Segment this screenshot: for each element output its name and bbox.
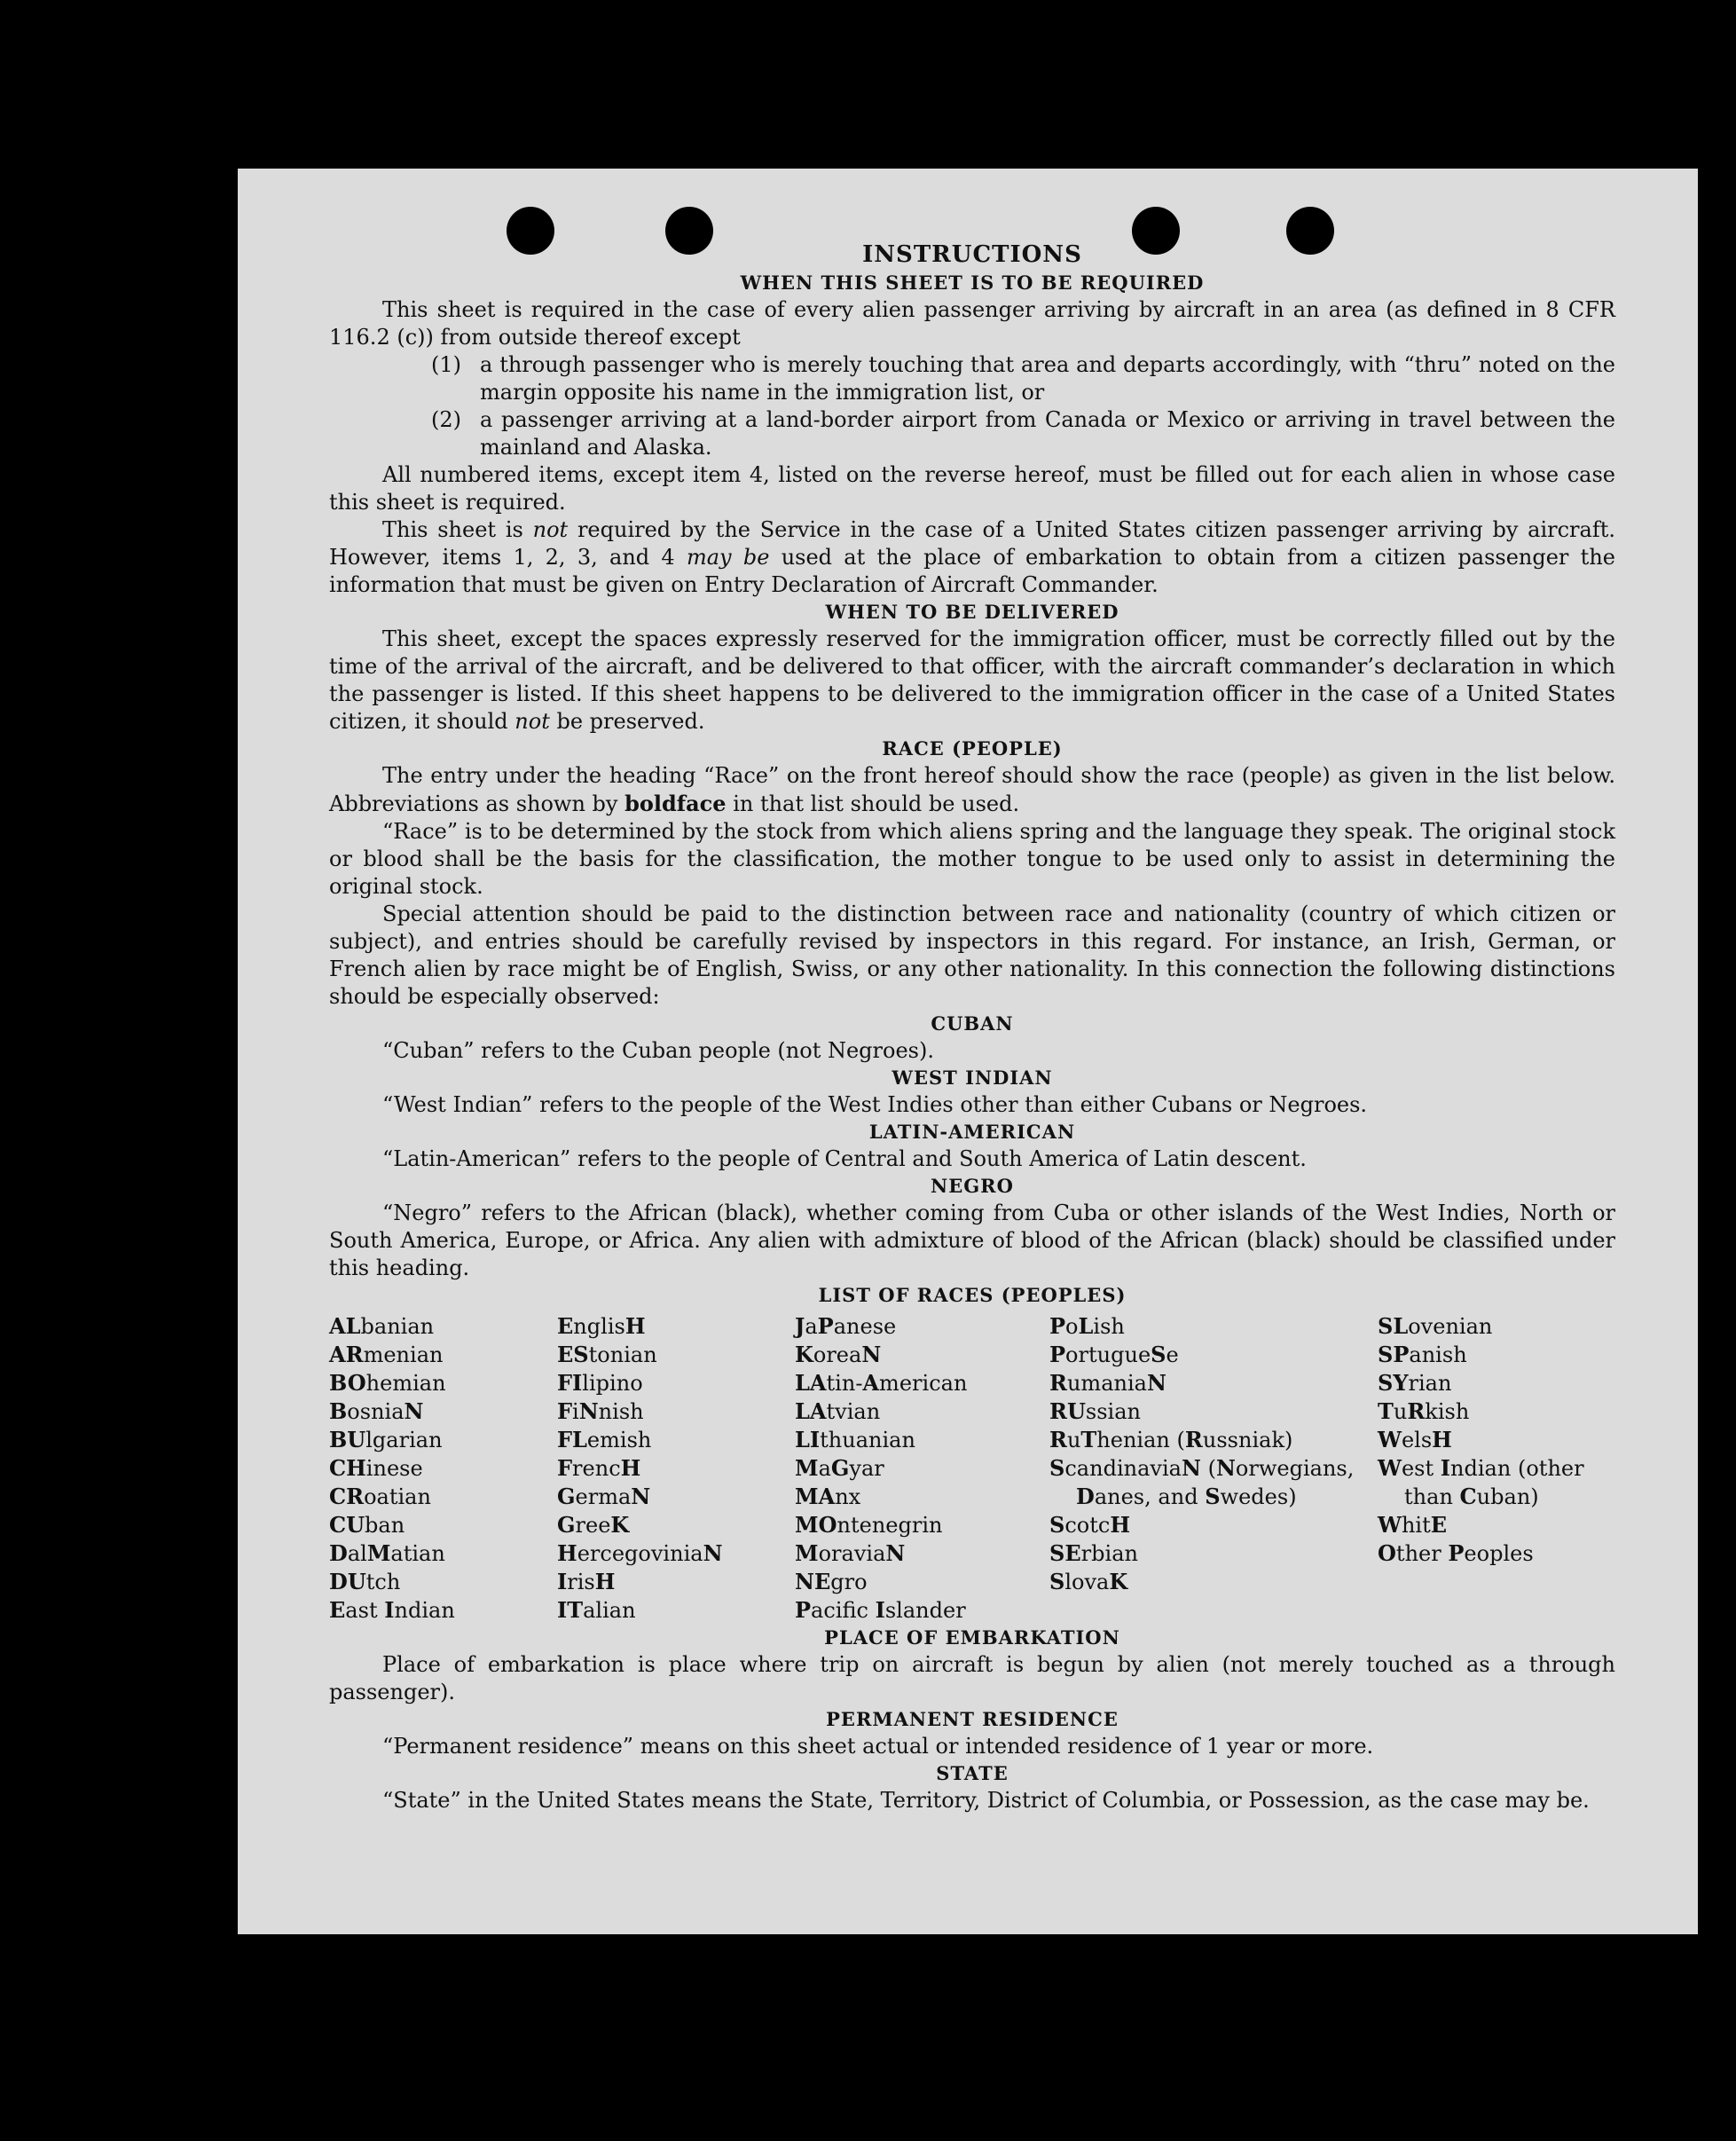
- race-entry: Other Peoples: [1378, 1540, 1534, 1566]
- race-entry: RumaniaN: [1049, 1370, 1166, 1396]
- item-text: a passenger arriving at a land-border airport from Canada or Mexico or arriving in travel between the mainland and Alaska.: [480, 407, 1615, 460]
- section-heading: WHEN TO BE DELIVERED: [825, 601, 1119, 623]
- paragraph: “Latin-American” refers to the people of Central and South America of Latin descent.: [382, 1146, 1307, 1171]
- race-entry: HercegoviniaN: [557, 1540, 723, 1566]
- race-entry: SYrian: [1378, 1370, 1452, 1396]
- race-entry: PortugueSe: [1049, 1342, 1179, 1367]
- race-entry: ALbanian: [329, 1313, 435, 1339]
- race-entry: MoraviaN: [795, 1540, 906, 1566]
- section-heading: WHEN THIS SHEET IS TO BE REQUIRED: [740, 272, 1205, 294]
- section-heading: WEST INDIAN: [892, 1067, 1053, 1089]
- race-list: [329, 1312, 1615, 1625]
- race-entry: BosniaN: [329, 1398, 424, 1424]
- race-entry: DUtch: [329, 1569, 401, 1594]
- paragraph: “State” in the United States means the State, Territory, District of Columbia, or Possession, as the case may be.: [382, 1788, 1590, 1813]
- text-run: be preserved.: [549, 709, 705, 734]
- race-entry: FrencH: [557, 1455, 641, 1481]
- race-entry: LAtin-American: [795, 1370, 968, 1396]
- race-entry: GreeK: [557, 1512, 630, 1538]
- paragraph: [329, 762, 1615, 818]
- paragraph: Place of embarkation is place where trip on aircraft is begun by alien (not merely touched as a through passenger).: [329, 1652, 1615, 1704]
- race-entry: FIlipino: [557, 1370, 643, 1396]
- paragraph: Special attention should be paid to the distinction between race and nationality (country of which citizen or subject), and entries should be carefully revised by inspectors in this regard. For instance, an Irish, German, or French alien by race might be of English, Swiss, or any other nationality. In this connection the following distinctions should be especially observed:: [329, 901, 1615, 1009]
- instructions-content: [329, 240, 1615, 1814]
- race-entry: TuRkish: [1378, 1398, 1470, 1424]
- race-entry: IrisH: [557, 1569, 616, 1594]
- text-run: in that list should be used.: [726, 791, 1020, 816]
- item-number: (1): [431, 352, 461, 377]
- paragraph: “Permanent residence” means on this sheet actual or intended residence of 1 year or more.: [382, 1734, 1374, 1759]
- paragraph: This sheet is required in the case of every alien passenger arriving by aircraft in an area (as defined in 8 CFR 116.2 (c)) from outside thereof except: [329, 297, 1615, 350]
- text-run: required by the Service in the case of a United States citizen passenger arriving by aircraft. However, items 1, 2, 3, and 4: [329, 517, 1615, 570]
- race-entry: MOntenegrin: [795, 1512, 943, 1538]
- section-heading: LIST OF RACES (PEOPLES): [818, 1284, 1127, 1306]
- race-entry: RUssian: [1049, 1398, 1142, 1424]
- paragraph: “Cuban” refers to the Cuban people (not Negroes).: [382, 1038, 934, 1063]
- race-entry: NEgro: [795, 1569, 868, 1594]
- section-heading: PLACE OF EMBARKATION: [824, 1626, 1120, 1649]
- race-entry: CRoatian: [329, 1484, 431, 1509]
- section-heading: NEGRO: [931, 1175, 1014, 1197]
- paragraph: All numbered items, except item 4, listed on the reverse hereof, must be filled out for each alien in whose case this sheet is required.: [329, 462, 1615, 515]
- race-entry: West Indian (other than Cuban): [1378, 1455, 1584, 1509]
- paragraph: “Race” is to be determined by the stock from which aliens spring and the language they speak. The original stock or blood shall be the basis for the classification, the mother tongue to be used only to assist in determining the original stock.: [329, 819, 1615, 899]
- paragraph: [329, 516, 1615, 599]
- section-heading: RACE (PEOPLE): [882, 737, 1063, 760]
- race-entry: BOhemian: [329, 1370, 446, 1396]
- race-entry: MAnx: [795, 1484, 861, 1509]
- race-entry: Pacifc Islander: [795, 1597, 966, 1623]
- italic-run: not: [532, 517, 569, 542]
- race-entry: CHinese: [329, 1455, 423, 1481]
- paragraph: “Negro” refers to the African (black), whether coming from Cuba or other islands of the West Indies, North or South America, Europe, or Africa. Any alien with admixture of blood of the African (black) should be classified under this heading.: [329, 1200, 1615, 1280]
- section-heading: PERMANENT RESIDENCE: [826, 1708, 1119, 1730]
- race-entry: EStonian: [557, 1342, 657, 1367]
- race-column: [795, 1312, 1049, 1625]
- paragraph: “West Indian” refers to the people of the West Indies other than either Cubans or Negroes.: [382, 1092, 1368, 1117]
- race-entry: WhitE: [1378, 1512, 1448, 1538]
- race-entry: ScandinaviaN (Norwegians, Danes, and Swedes): [1049, 1455, 1355, 1509]
- race-entry: DalMatian: [329, 1540, 445, 1566]
- race-entry: KoreaN: [795, 1342, 882, 1367]
- race-entry: EnglisH: [557, 1313, 646, 1339]
- race-entry: MaGyar: [795, 1455, 884, 1481]
- race-column: [1049, 1312, 1378, 1625]
- race-entry: PoLish: [1049, 1313, 1125, 1339]
- race-entry: SLovenian: [1378, 1313, 1493, 1339]
- race-entry: SErbian: [1049, 1540, 1138, 1566]
- text-run: This sheet is: [382, 517, 533, 542]
- list-item: [431, 351, 1615, 406]
- paragraph: [329, 626, 1615, 736]
- race-entry: RuThenian (Russniak): [1049, 1427, 1293, 1452]
- race-entry: SPanish: [1378, 1342, 1467, 1367]
- item-number: (2): [431, 407, 461, 432]
- text-run: The entry under the heading “Race” on the front hereof should show the race (people) as given in the list below. Abbreviations as shown by: [329, 763, 1615, 816]
- text-run: This sheet, except the spaces expressly reserved for the immigration officer, must be correctly filled out by the time of the arrival of the aircraft, and be delivered to that officer, with the aircraft commander’s declaration in which the passenger is listed. If this sheet happens to be delivered to the immigration officer in the case of a United States citizen, it should: [329, 626, 1615, 734]
- race-entry: FLemish: [557, 1427, 652, 1452]
- race-entry: CUban: [329, 1512, 405, 1538]
- section-heading: LATIN-AMERICAN: [868, 1121, 1076, 1143]
- section-heading: STATE: [936, 1762, 1009, 1784]
- race-entry: LAtvian: [795, 1398, 881, 1424]
- race-column: [557, 1312, 795, 1625]
- italic-run: not: [515, 709, 550, 734]
- race-entry: SlovaK: [1049, 1569, 1128, 1594]
- italic-run: may be: [686, 545, 770, 570]
- race-entry: ScotcH: [1049, 1512, 1131, 1538]
- race-entry: GermaN: [557, 1484, 651, 1509]
- race-entry: JaPanese: [795, 1313, 897, 1339]
- race-entry: ARmenian: [329, 1342, 444, 1367]
- section-heading: CUBAN: [931, 1012, 1014, 1035]
- race-entry: WelsH: [1378, 1427, 1452, 1452]
- text-run: used at the place of embarkation to obtain from a citizen passenger the information that must be given on Entry Declaration of Aircraft Commander.: [329, 545, 1615, 597]
- bold-run: boldface: [624, 791, 727, 816]
- race-entry: BUlgarian: [329, 1427, 443, 1452]
- race-entry: East Indian: [329, 1597, 455, 1623]
- page-title: INSTRUCTIONS: [862, 241, 1082, 268]
- race-column: [329, 1312, 557, 1625]
- race-entry: LIthuanian: [795, 1427, 915, 1452]
- list-item: [431, 406, 1615, 461]
- race-entry: ITalian: [557, 1597, 636, 1623]
- document-page: [238, 169, 1698, 1934]
- race-entry: FiNnish: [557, 1398, 644, 1424]
- item-text: a through passenger who is merely touching that area and departs accordingly, with “thru” noted on the margin opposite his name in the immigration list, or: [480, 352, 1615, 405]
- race-column: [1378, 1312, 1615, 1625]
